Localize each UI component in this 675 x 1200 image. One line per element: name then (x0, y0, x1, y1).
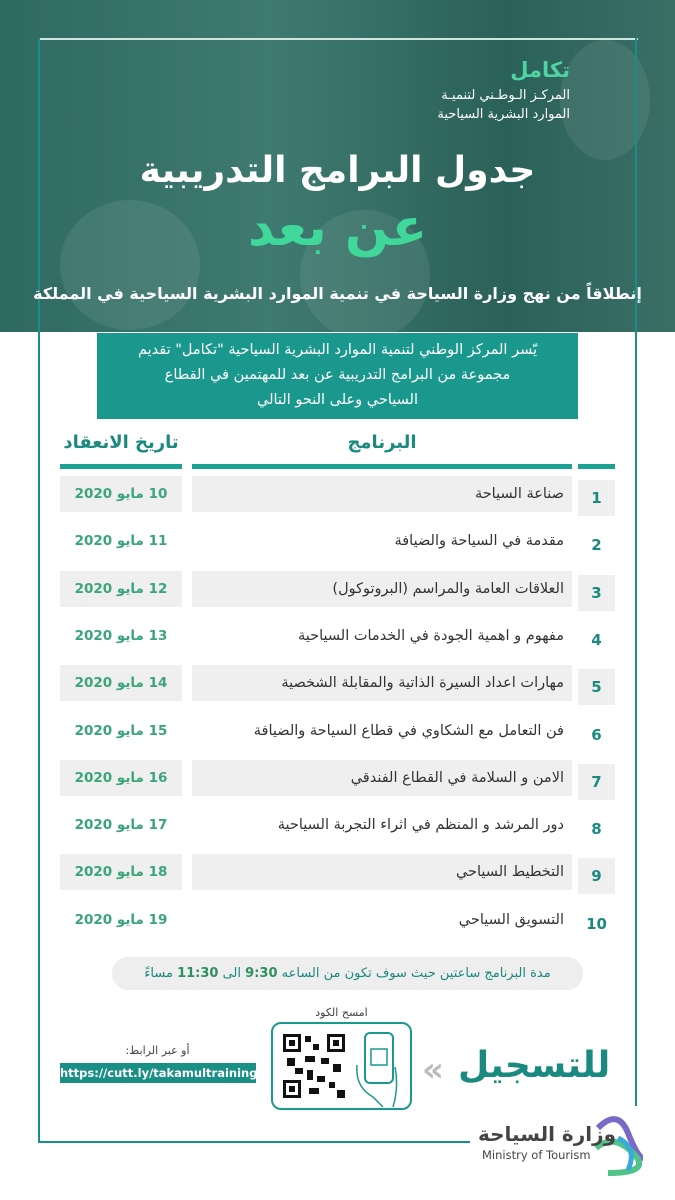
start-time: 9:30 (245, 966, 278, 981)
row-number: 10 (586, 914, 607, 933)
header-date: تاريخ الانعقاد (63, 432, 179, 453)
row-date: 15 مايو 2020 (74, 722, 168, 739)
row-number: 9 (578, 858, 615, 894)
brand-subtitle: الموارد البشرية السياحية (437, 107, 570, 122)
header-bar (60, 464, 182, 469)
header-bar (578, 464, 615, 469)
row-program: فن التعامل مع الشكاوي في قطاع السياحة والضيافة (253, 722, 564, 739)
intro-line: يّسر المركز الوطني لتنمية الموارد البشرية السياحية "تكامل" تقديم (137, 342, 538, 358)
tagline: إنطلاقاً من نهج وزارة السياحة في تنمية الموارد البشرية السياحية في المملكة (33, 284, 642, 303)
row-number: 4 (591, 630, 602, 649)
row-date: 11 مايو 2020 (74, 533, 168, 550)
row-number: 7 (578, 764, 615, 800)
row-program: الامن و السلامة في القطاع الفندقي (192, 760, 572, 796)
row-program: العلاقات العامة والمراسم (البروتوكول) (192, 571, 572, 607)
qr-box[interactable] (271, 1022, 412, 1110)
row-program: التخطيط السياحي (192, 854, 572, 890)
row-date: 16 مايو 2020 (60, 760, 182, 796)
page-title-highlight: عن بعد (247, 198, 428, 258)
header-bar (192, 464, 572, 469)
row-date: 18 مايو 2020 (60, 854, 182, 890)
row-date: 14 مايو 2020 (60, 665, 182, 701)
intro-line: مجموعة من البرامج التدريبية عن بعد للمهتمين في القطاع (164, 367, 511, 383)
or-link-label: أو عبر الرابط: (125, 1044, 190, 1057)
duration-text: مساءً (144, 966, 173, 981)
row-program: مهارات اعداد السيرة الذاتية والمقابلة الشخصية (192, 665, 572, 701)
ministry-name-en: Ministry of Tourism (482, 1148, 591, 1162)
row-program: التسويق السياحي (458, 911, 564, 928)
page-title: جدول البرامج التدريبية (139, 150, 536, 191)
row-program: مفهوم و اهمية الجودة في الخدمات السياحية (297, 627, 564, 644)
duration-text: الى (222, 966, 242, 981)
end-time: 11:30 (177, 966, 219, 981)
register-label: للتسجيل (458, 1045, 611, 1086)
header-program: البرنامج (347, 432, 417, 453)
frame-bottom (38, 1141, 470, 1143)
row-number: 2 (591, 536, 602, 555)
chevrons-icon: « (422, 1050, 444, 1090)
row-program: صناعة السياحة (192, 476, 572, 512)
phone-hand-icon (353, 1027, 403, 1107)
row-number: 5 (578, 669, 615, 705)
row-number: 6 (591, 725, 602, 744)
duration-note (112, 957, 583, 990)
row-date: 17 مايو 2020 (74, 817, 168, 834)
row-program: دور المرشد و المنظم في اثراء التجربة السياحية (277, 817, 564, 834)
scan-label: امسح الكود (315, 1006, 368, 1019)
row-date: 19 مايو 2020 (74, 911, 168, 928)
row-number: 3 (578, 575, 615, 611)
row-number: 8 (591, 820, 602, 839)
brand-name: تكامل (510, 58, 570, 82)
frame-top (38, 38, 638, 40)
registration-link[interactable]: https://cutt.ly/takamultraining (60, 1063, 256, 1083)
row-number: 1 (578, 480, 615, 516)
row-date: 10 مايو 2020 (60, 476, 182, 512)
row-program: مقدمة في السياحة والضيافة (394, 533, 564, 550)
row-date: 12 مايو 2020 (60, 571, 182, 607)
brand-subtitle: المركـز الـوطـني لتنميـة (441, 88, 570, 103)
duration-text: مدة البرنامج ساعتين حيث سوف تكون من الساعه (281, 966, 551, 981)
ministry-name-ar: وزارة السياحة (478, 1122, 617, 1146)
intro-box (97, 333, 578, 419)
row-date: 13 مايو 2020 (74, 627, 168, 644)
intro-line: السياحي وعلى النحو التالي (256, 392, 418, 408)
